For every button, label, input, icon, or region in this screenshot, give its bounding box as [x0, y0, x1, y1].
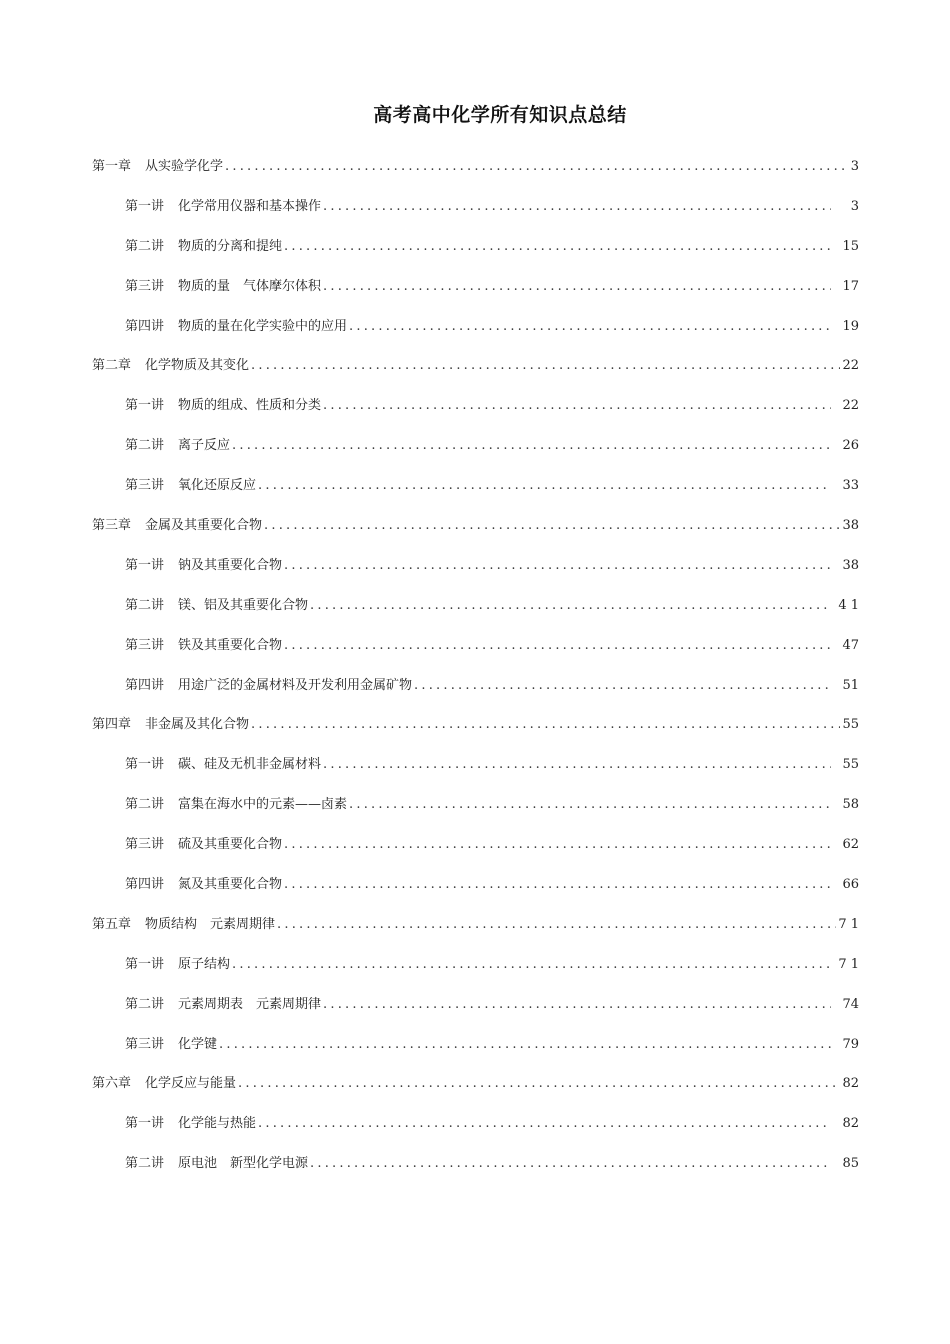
toc-entry-number: 第一章 — [92, 159, 132, 174]
toc-entry-number: 第四讲 — [125, 318, 165, 334]
toc-lecture-entry[interactable] — [92, 436, 859, 476]
toc-entry-page-number: 19 — [842, 318, 859, 334]
toc-entry-title: 铁及其重要化合物 — [178, 637, 283, 653]
toc-entry-title: 碳、硅及无机非金属材料 — [178, 757, 322, 773]
toc-lecture-entry[interactable] — [92, 755, 859, 795]
toc-dot-leader — [323, 277, 831, 297]
toc-lecture-entry[interactable] — [92, 197, 859, 237]
toc-entry-title: 化学物质及其变化 — [145, 358, 250, 374]
toc-lecture-entry[interactable] — [92, 995, 859, 1035]
toc-entry-title: 氧化还原反应 — [178, 478, 257, 494]
toc-entry-title: 物质结构 元素周期律 — [145, 916, 276, 932]
toc-entry-page-number: 55 — [842, 757, 859, 773]
toc-entry-page-number: 58 — [842, 797, 859, 813]
toc-entry-page-number: 82 — [842, 1116, 859, 1132]
toc-dot-leader — [310, 596, 831, 616]
toc-entry-page-number: 47 — [842, 637, 859, 653]
toc-lecture-entry[interactable] — [92, 237, 859, 277]
toc-entry-title: 离子反应 — [178, 438, 231, 454]
toc-entry-title: 化学反应与能量 — [145, 1076, 237, 1092]
toc-entry-number: 第一讲 — [125, 398, 165, 414]
toc-entry-page-number: 22 — [842, 358, 859, 374]
toc-entry-title: 化学常用仪器和基本操作 — [178, 198, 322, 214]
toc-entry-number: 第三章 — [92, 518, 132, 534]
toc-chapter-entry[interactable] — [92, 915, 859, 955]
toc-lecture-entry[interactable] — [92, 277, 859, 317]
toc-dot-leader — [310, 1154, 831, 1174]
toc-entry-page-number: 15 — [842, 238, 859, 254]
toc-lecture-entry[interactable] — [92, 556, 859, 596]
toc-lecture-entry[interactable] — [92, 955, 859, 995]
toc-entry-number: 第二讲 — [125, 438, 165, 454]
toc-entry-page-number: 55 — [842, 717, 859, 733]
toc-entry-number: 第三讲 — [125, 478, 165, 494]
toc-entry-number: 第二讲 — [125, 238, 165, 254]
toc-entry-page-number: 62 — [842, 837, 859, 853]
document-title: 高考高中化学所有知识点总结 — [373, 104, 627, 126]
toc-entry-number: 第一讲 — [125, 557, 165, 573]
toc-entry-title: 金属及其重要化合物 — [145, 518, 263, 534]
toc-entry-title: 原子结构 — [178, 956, 231, 972]
toc-dot-leader — [238, 1074, 840, 1094]
toc-dot-leader — [284, 875, 831, 895]
toc-entry-page-number: 38 — [842, 518, 859, 534]
toc-entry-page-number: 7 1 — [838, 956, 859, 972]
toc-entry-number: 第三讲 — [125, 837, 165, 853]
toc-dot-leader — [349, 795, 831, 815]
toc-entry-title: 原电池 新型化学电源 — [178, 1156, 309, 1172]
toc-dot-leader — [284, 835, 831, 855]
toc-dot-leader — [323, 197, 831, 217]
toc-dot-leader — [219, 1035, 831, 1055]
toc-lecture-entry[interactable] — [92, 835, 859, 875]
toc-entry-number: 第四讲 — [125, 877, 165, 893]
toc-entry-title: 化学能与热能 — [178, 1116, 257, 1132]
toc-entry-page-number: 3 — [850, 159, 859, 174]
toc-lecture-entry[interactable] — [92, 795, 859, 835]
toc-entry-number: 第二讲 — [125, 1156, 165, 1172]
toc-lecture-entry[interactable] — [92, 317, 859, 357]
toc-lecture-entry[interactable] — [92, 1154, 859, 1194]
toc-entry-title: 富集在海水中的元素——卤素 — [178, 797, 348, 813]
toc-entry-title: 物质的组成、性质和分类 — [178, 398, 322, 414]
toc-lecture-entry[interactable] — [92, 476, 859, 516]
toc-entry-page-number: 33 — [842, 478, 859, 494]
toc-dot-leader — [323, 396, 831, 416]
toc-dot-leader — [251, 356, 840, 376]
toc-entry-page-number: 26 — [842, 438, 859, 454]
toc-dot-leader — [225, 157, 849, 177]
toc-dot-leader — [323, 995, 831, 1015]
toc-entry-page-number: 82 — [842, 1076, 859, 1092]
toc-chapter-entry[interactable] — [92, 356, 859, 396]
toc-entry-title: 非金属及其化合物 — [145, 717, 250, 733]
toc-entry-page-number: 4 1 — [838, 597, 859, 613]
toc-dot-leader — [284, 237, 831, 257]
toc-entry-title: 从实验学化学 — [145, 159, 224, 174]
toc-entry-page-number: 51 — [842, 677, 859, 693]
toc-entry-number: 第二讲 — [125, 797, 165, 813]
toc-entry-number: 第四讲 — [125, 677, 165, 693]
toc-lecture-entry[interactable] — [92, 396, 859, 436]
toc-entry-number: 第一讲 — [125, 198, 165, 214]
toc-chapter-entry[interactable] — [92, 1074, 859, 1114]
toc-dot-leader — [258, 1114, 831, 1134]
toc-dot-leader — [258, 476, 831, 496]
toc-dot-leader — [323, 755, 831, 775]
toc-entry-page-number: 7 1 — [838, 916, 859, 932]
toc-entry-page-number: 17 — [842, 278, 859, 294]
toc-entry-number: 第三讲 — [125, 1036, 165, 1052]
toc-entry-title: 物质的量 气体摩尔体积 — [178, 278, 322, 294]
toc-entry-number: 第二章 — [92, 358, 132, 374]
toc-entry-number: 第五章 — [92, 916, 132, 932]
toc-entry-number: 第三讲 — [125, 278, 165, 294]
toc-lecture-entry[interactable] — [92, 1035, 859, 1075]
toc-dot-leader — [232, 955, 831, 975]
toc-entry-number: 第二讲 — [125, 996, 165, 1012]
toc-entry-page-number: 74 — [842, 996, 859, 1012]
toc-dot-leader — [264, 516, 840, 536]
toc-entry-number: 第四章 — [92, 717, 132, 733]
toc-lecture-entry[interactable] — [92, 1114, 859, 1154]
toc-entry-title: 物质的分离和提纯 — [178, 238, 283, 254]
toc-entry-page-number: 38 — [842, 557, 859, 573]
toc-entry-number: 第三讲 — [125, 637, 165, 653]
toc-entry-number: 第一讲 — [125, 1116, 165, 1132]
toc-entry-title: 钠及其重要化合物 — [178, 557, 283, 573]
toc-entry-number: 第六章 — [92, 1076, 132, 1092]
toc-entry-number: 第一讲 — [125, 757, 165, 773]
toc-dot-leader — [414, 676, 831, 696]
toc-entry-title: 硫及其重要化合物 — [178, 837, 283, 853]
toc-entry-title: 镁、铝及其重要化合物 — [178, 597, 309, 613]
toc-entry-page-number: 22 — [842, 398, 859, 414]
toc-dot-leader — [284, 556, 831, 576]
toc-entry-title: 氮及其重要化合物 — [178, 877, 283, 893]
toc-dot-leader — [284, 636, 831, 656]
toc-entry-title: 用途广泛的金属材料及开发利用金属矿物 — [178, 677, 413, 693]
toc-dot-leader — [277, 915, 836, 935]
toc-entry-title: 物质的量在化学实验中的应用 — [178, 318, 348, 334]
toc-lecture-entry[interactable] — [92, 875, 859, 915]
toc-lecture-entry[interactable] — [92, 676, 859, 716]
toc-dot-leader — [251, 715, 840, 735]
toc-entry-page-number: 66 — [842, 877, 859, 893]
toc-entry-number: 第二讲 — [125, 597, 165, 613]
toc-chapter-entry[interactable] — [92, 157, 859, 197]
toc-lecture-entry[interactable] — [92, 636, 859, 676]
toc-entry-page-number: 85 — [842, 1156, 859, 1172]
toc-entry-page-number: 79 — [842, 1036, 859, 1052]
toc-entry-title: 化学键 — [178, 1036, 218, 1052]
toc-chapter-entry[interactable] — [92, 516, 859, 556]
toc-dot-leader — [349, 317, 831, 337]
toc-lecture-entry[interactable] — [92, 596, 859, 636]
table-of-contents — [92, 157, 859, 1194]
toc-dot-leader — [232, 436, 831, 456]
toc-entry-number: 第一讲 — [125, 956, 165, 972]
toc-entry-page-number: 3 — [850, 198, 859, 214]
toc-entry-title: 元素周期表 元素周期律 — [178, 996, 322, 1012]
toc-chapter-entry[interactable] — [92, 715, 859, 755]
